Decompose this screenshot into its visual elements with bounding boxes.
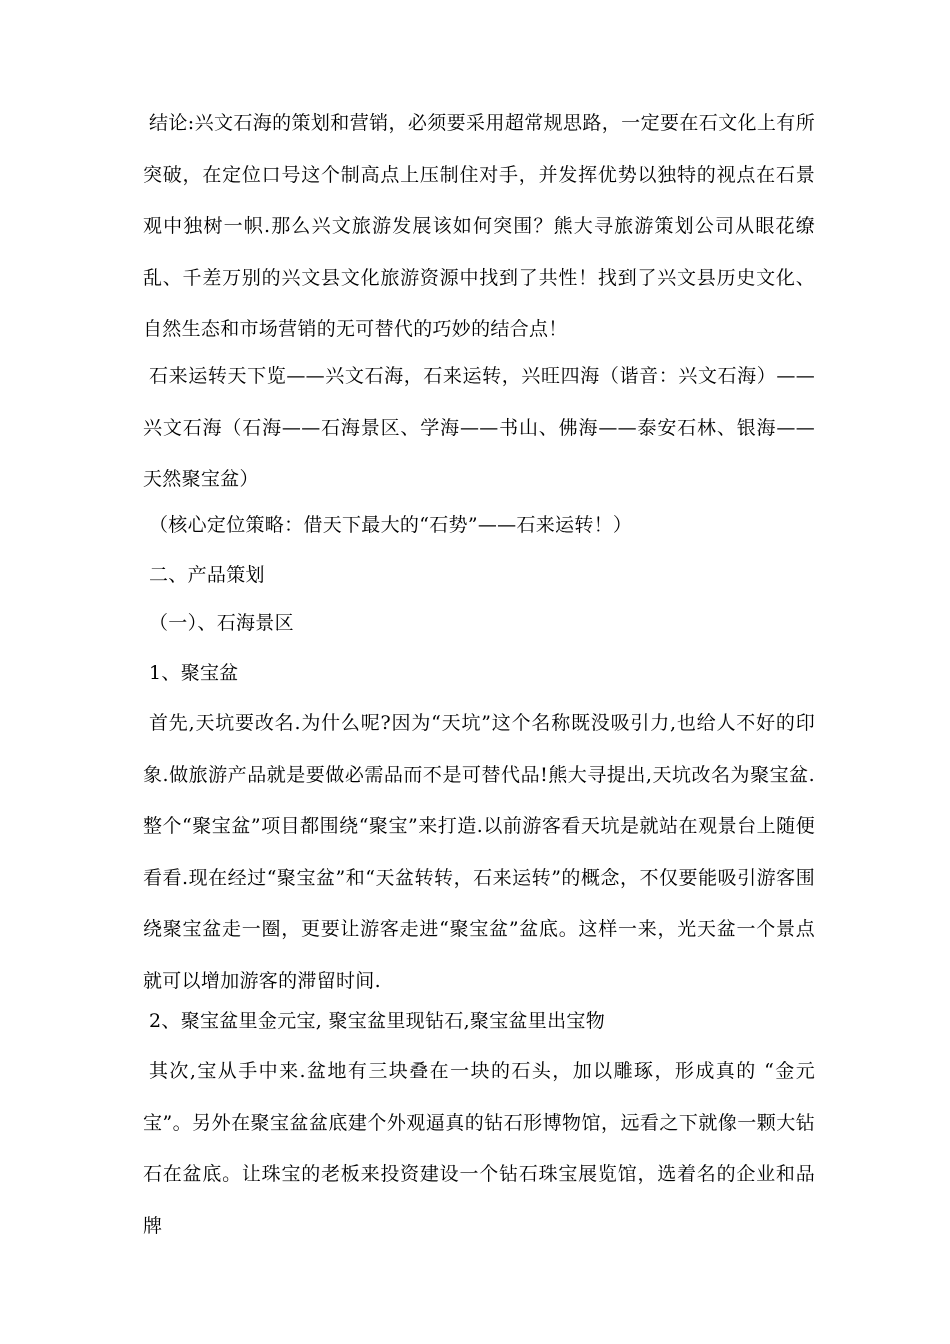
heading-stone-sea-scenic-area: （一）、石海景区 <box>149 612 294 634</box>
paragraph-slogan: 石来运转天下览——兴文石海，石来运转，兴旺四海（谐音：兴文石海）——兴文石海（石海——石海景区、学海——书山、佛海——泰安石林、银海——天然聚宝盆） <box>143 365 815 490</box>
paragraph-conclusion: 结论:兴文石海的策划和营销，必须要采用超常规思路，一定要在石文化上有所突破，在定位口号这个制高点上压制住对手，并发挥优势以独特的视点在石景观中独树一帜.那么兴文旅游发展该如何突围？熊大寻旅游策划公司从眼花缭乱、千差万别的兴文县文化旅游资源中找到了共性！找到了兴文县历史文化、自然生态和市场营销的无可替代的巧妙的结合点！ <box>143 112 815 340</box>
heading-product-planning: 二、产品策划 <box>149 564 265 586</box>
paragraph-core-strategy: （核心定位策略：借天下最大的“石势”——石来运转！） <box>149 514 633 536</box>
paragraph-rename-tiankeng: 首先,天坑要改名.为什么呢?因为“天坑”这个名称既没吸引力,也给人不好的印象.做旅游产品就是要做必需品而不是可替代品!熊大寻提出,天坑改名为聚宝盆.整个“聚宝盆”项目都围绕“聚宝”来打造.以前游客看天坑是就站在观景台上随便看看.现在经过“聚宝盆”和“天盆转转，石来运转”的概念，不仅要能吸引游客围绕聚宝盆走一圈，更要让游客走进“聚宝盆”盆底。这样一来，光天盆一个景点就可以增加游客的滞留时间. <box>143 712 815 992</box>
paragraph-treasure-from-hand: 其次,宝从手中来.盆地有三块叠在一块的石头，加以雕琢，形成真的 “金元宝”。另外在聚宝盆盆底建个外观逼真的钻石形博物馆，远看之下就像一颗大钻石在盆底。让珠宝的老板来投资建设一个钻石珠宝展览馆，选着名的企业和品牌 <box>143 1060 815 1237</box>
heading-gold-ingot-diamond: 2、聚宝盆里金元宝, 聚宝盆里现钻石,聚宝盆里出宝物 <box>149 1010 606 1032</box>
heading-treasure-bowl: 1、聚宝盆 <box>149 662 239 684</box>
